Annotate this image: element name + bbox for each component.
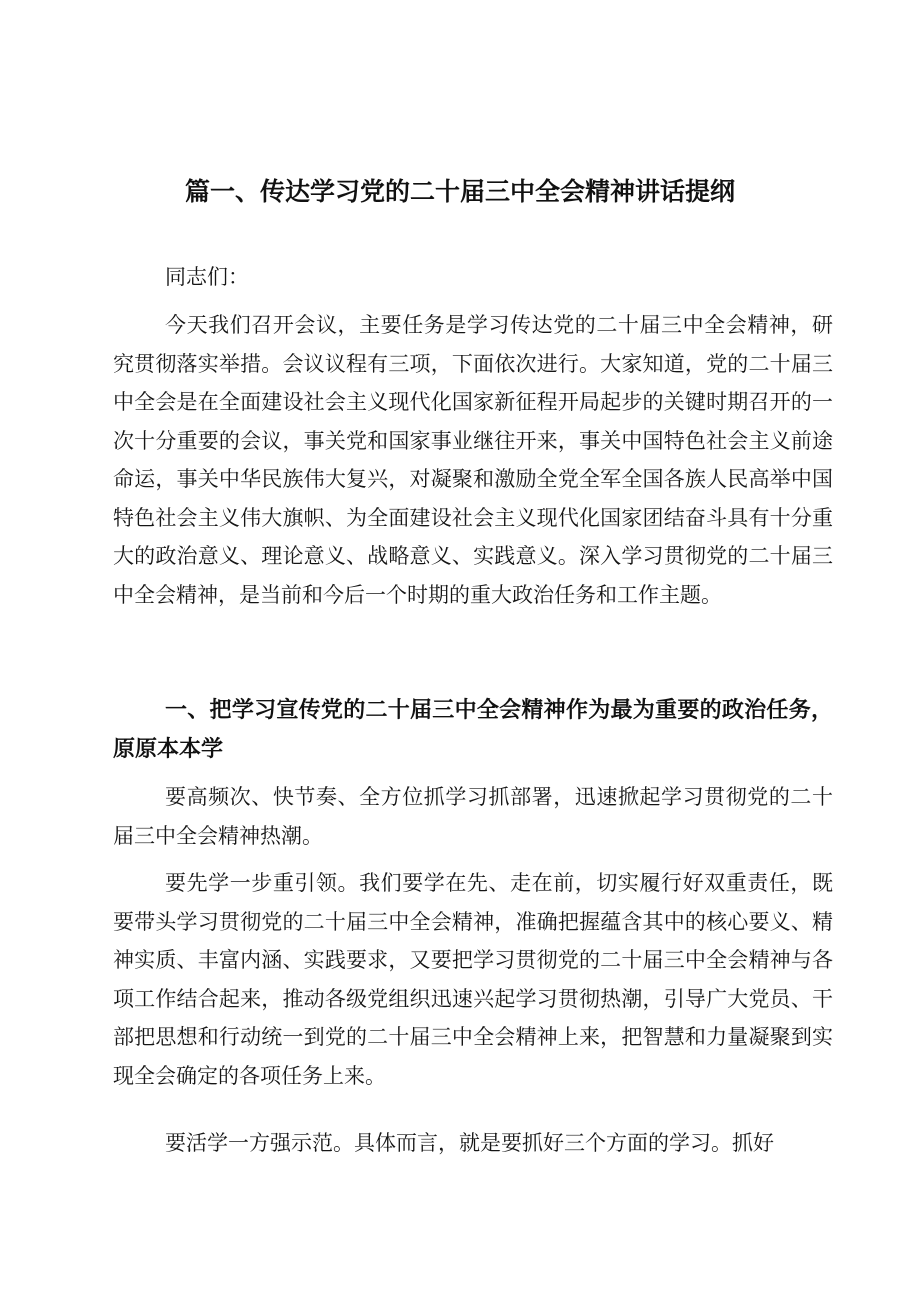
document-title: 篇一、传达学习党的二十届三中全会精神讲话提纲 bbox=[184, 177, 735, 206]
intro-paragraph: 今天我们召开会议，主要任务是学习传达党的二十届三中全会精神，研究贯彻落实举措。会议议程有三项，下面依次进行。大家知道，党的二十届三中全会是在全面建设社会主义现代化国家新征程开局起步的关键时期召开的一次十分重要的会议，事关党和国家事业继往开来，事关中国特色社会主义前途命运，事关中华民族伟大复兴，对凝聚和激励全党全军全国各族人民高举中国特色社会主义伟大旗帜、为全面建设社会主义现代化国家团结奋斗具有十分重大的政治意义、理论意义、战略意义、实践意义。深入学习贯彻党的二十届三中全会精神，是当前和今后一个时期的重大政治任务和工作主题。 bbox=[113, 313, 833, 607]
section-paragraph-1: 要高频次、快节奏、全方位抓学习抓部署，迅速掀起学习贯彻党的二十届三中全会精神热潮。 bbox=[113, 785, 833, 848]
section-paragraph-3: 要活学一方强示范。具体而言，就是要抓好三个方面的学习。抓好 bbox=[165, 1131, 774, 1155]
section-paragraph-2: 要先学一步重引领。我们要学在先、走在前，切实履行好双重责任，既要带头学习贯彻党的二十届三中全会精神，准确把握蕴含其中的核心要义、精神实质、丰富内涵、实践要求，又要把学习贯彻党的二十届三中全会精神与各项工作结合起来，推动各级党组织迅速兴起学习贯彻热潮，引导广大党员、干部把思想和行动统一到党的二十届三中全会精神上来，把智慧和力量凝聚到实现全会确定的各项任务上来。 bbox=[113, 871, 833, 1088]
section-heading: 一、把学习宣传党的二十届三中全会精神作为最为重要的政治任务，原原本本学 bbox=[113, 698, 833, 762]
salutation: 同志们： bbox=[165, 265, 249, 289]
